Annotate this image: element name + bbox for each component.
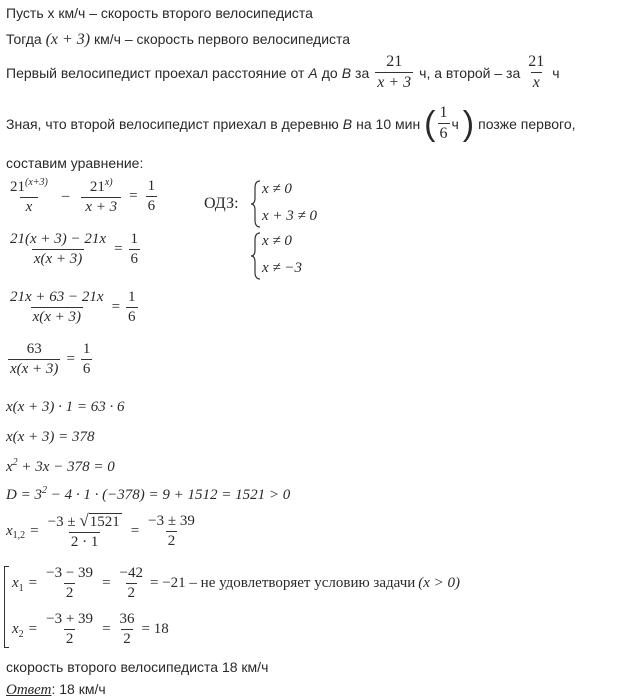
odz-result-1: x ≠ 0 xyxy=(262,233,292,249)
odz-brace-2 xyxy=(250,232,262,280)
root-x2: x $_2$ = $\frac{-3 + 39}{2}$ = $\frac{36}{2}$ = 18 xyxy=(12,611,169,647)
equation-6: x(x + 3) = 378 xyxy=(6,429,95,445)
odz-brace-1 xyxy=(250,180,262,228)
time-second-fraction: 21 x xyxy=(528,53,545,91)
equation-2: $\frac{21(x + 3) - 21x}{x(x + 3)}$ = $\frac{1}{6}$ xyxy=(10,231,139,267)
intro-line-3: Первый велосипедист проехал расстояние от A до B за 21 x + 3 ч, а второй – за 21 x ч xyxy=(6,53,560,91)
odz-condition-1: x ≠ 0 xyxy=(262,181,292,197)
odz-condition-2: x + 3 ≠ 0 xyxy=(262,208,318,224)
roots-bracket xyxy=(4,566,9,648)
root-x1: x $_1$ = $\frac{-3 - 39}{2}$ = $\frac{-42}{2}$ = −21 – не удовлетворяет условию задачи (x > 0) xyxy=(12,565,461,601)
discriminant: $D = 3^2 - 4 \cdot 1 \cdot (-378) = 9 + 1512 = 1521 > 0$ xyxy=(6,485,291,503)
time-first-fraction: 21 x + 3 xyxy=(377,53,412,91)
ten-minutes-fraction: 1 6 xyxy=(439,104,448,142)
equation-1: $21^{(x+3)}$ x – $\frac{21^{x)}}{x + 3}$ = $\frac{1}{6}$ xyxy=(10,177,156,215)
intro-line-1: Пусть x км/ч – скорость второго велосипедиста xyxy=(6,5,313,21)
intro-line-4: Зная, что второй велосипедист приехал в деревню B на 10 мин ( 1 6 ч ) позже первого, xyxy=(6,104,576,143)
intro-line-5: составим уравнение: xyxy=(6,155,144,171)
odz-result-2: x ≠ −3 xyxy=(262,260,303,276)
conclusion: скорость второго велосипедиста 18 км/ч xyxy=(6,659,269,675)
intro-line-2: Тогда (x + 3) км/ч – скорость первого велосипедиста xyxy=(6,31,351,48)
roots-formula: x $_{1,2}$ = $\frac{-3 \pm √1521}{2 \cdot 1}$ = $\frac{-3 \pm 39}{2}$ xyxy=(6,511,195,550)
equation-4: $\frac{63}{x(x + 3)}$ = $\frac{1}{6}$ xyxy=(10,341,91,377)
odz-label: ОДЗ: xyxy=(204,195,239,212)
answer: Ответ: 18 км/ч xyxy=(6,681,106,698)
equation-3: $\frac{21x + 63 - 21x}{x(x + 3)}$ = $\frac{1}{6}$ xyxy=(10,289,136,325)
equation-5: x(x + 3) · 1 = 63 · 6 xyxy=(6,399,125,415)
equation-7: $x^2 + 3x - 378 = 0$ xyxy=(6,457,115,475)
